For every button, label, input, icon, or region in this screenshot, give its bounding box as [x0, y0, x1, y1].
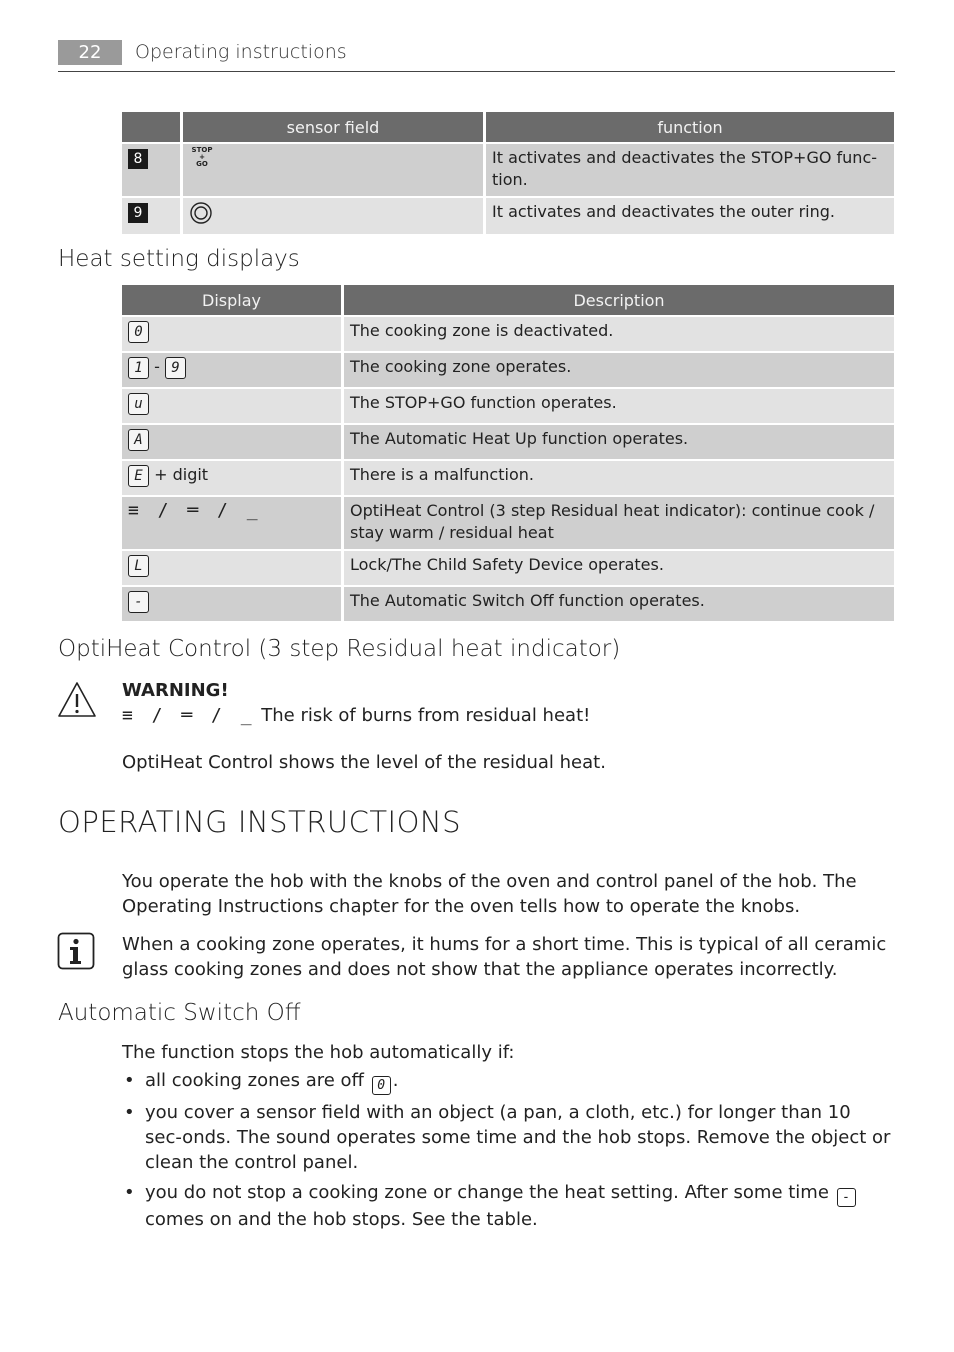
sensor-function: It activates and deactivates the STOP+GO func-tion.	[486, 144, 894, 196]
heat-header-display: Display	[122, 285, 341, 315]
display-description: The STOP+GO function operates.	[344, 389, 894, 423]
display-description: The Automatic Heat Up function operates.	[344, 425, 894, 459]
table-row	[122, 389, 894, 423]
display-symbol: 1	[128, 357, 149, 379]
table-row	[122, 587, 894, 621]
warning-title: WARNING!	[122, 680, 229, 701]
display-symbol: u	[128, 393, 149, 415]
table-row	[122, 551, 894, 585]
display-description: OptiHeat Control (3 step Residual heat indicator): continue cook / stay warm / residual heat	[344, 497, 894, 549]
warning-text: The risk of burns from residual heat!	[261, 705, 591, 726]
bullet-dot: •	[124, 1102, 135, 1123]
page-header	[58, 40, 895, 72]
table-row	[122, 425, 894, 459]
heat-display-table	[119, 283, 897, 623]
table-row	[122, 317, 894, 351]
table-row	[122, 497, 894, 549]
display-symbol: A	[128, 429, 149, 451]
row-number: 9	[128, 203, 148, 223]
outer-ring-icon	[189, 201, 213, 225]
row-number: 8	[128, 149, 148, 169]
list-item: • you do not stop a cooking zone or change the heat setting. After some time - comes on and the hob stops. See the table.	[122, 1180, 892, 1232]
display-description: The cooking zone operates.	[344, 353, 894, 387]
sensor-header-num	[122, 112, 180, 142]
header-title: Operating instructions	[135, 41, 347, 63]
optiheat-glyph: ≡ / ═ / _	[122, 705, 256, 726]
stop-go-icon: STOP + GO	[191, 146, 213, 168]
display-symbol: -	[128, 591, 149, 613]
table-row: E + digit There is a malfunction.	[122, 461, 894, 495]
sensor-table-header	[122, 112, 894, 142]
sensor-table	[119, 110, 897, 236]
table-row: 1 - 9 The cooking zone operates.	[122, 353, 894, 387]
optiheat-glyph: ≡ / ═ / _	[128, 500, 262, 521]
display-description: The cooking zone is deactivated.	[344, 317, 894, 351]
bullet-dot: •	[124, 1070, 135, 1091]
table-row	[122, 198, 894, 234]
warning-line	[122, 705, 590, 726]
heat-header-description: Description	[344, 285, 894, 315]
display-description: The Automatic Switch Off function operates.	[344, 587, 894, 621]
auto-off-title: Automatic Switch Off	[58, 1000, 301, 1026]
sensor-header-function: function	[486, 112, 894, 142]
display-symbol: 0	[128, 321, 149, 343]
display-description: There is a malfunction.	[344, 461, 894, 495]
display-symbol: 0	[372, 1076, 391, 1095]
optiheat-title: OptiHeat Control (3 step Residual heat indicator)	[58, 636, 621, 662]
info-note: When a cooking zone operates, it hums for a short time. This is typical of all ceramic glass cooking zones and does not show that the appliance operates incorrectly.	[122, 934, 887, 980]
bullet-dot: •	[124, 1182, 135, 1203]
auto-off-lead: The function stops the hob automatically if:	[122, 1042, 515, 1063]
display-symbol: L	[128, 555, 149, 577]
operating-intro: You operate the hob with the knobs of the oven and control panel of the hob. The Operating Instructions chapter for the oven tells how to operate the knobs.	[122, 871, 857, 917]
display-description: Lock/The Child Safety Device operates.	[344, 551, 894, 585]
display-symbol: E	[128, 465, 149, 487]
section-title: OPERATING INSTRUCTIONS	[58, 805, 462, 839]
info-icon	[57, 932, 95, 970]
sensor-function: It activates and deactivates the outer ring.	[486, 198, 894, 234]
heat-table-header	[122, 285, 894, 315]
display-symbol: 9	[165, 357, 186, 379]
display-symbol: -	[837, 1188, 856, 1207]
list-item: • you cover a sensor field with an object (a pan, a cloth, etc.) for longer than 10 sec-onds. The sound operates some time and the hob stops. Remove the object or clean the control panel.	[124, 1102, 891, 1173]
auto-off-list	[122, 1068, 892, 1237]
list-item: • all cooking zones are off 0 .	[124, 1070, 399, 1093]
heat-section-title: Heat setting displays	[58, 246, 300, 272]
sensor-header-field: sensor field	[183, 112, 483, 142]
table-row	[122, 144, 894, 196]
warning-triangle-icon	[57, 681, 97, 719]
optiheat-body: OptiHeat Control shows the level of the residual heat.	[122, 752, 606, 773]
page-number: 22	[58, 40, 122, 65]
